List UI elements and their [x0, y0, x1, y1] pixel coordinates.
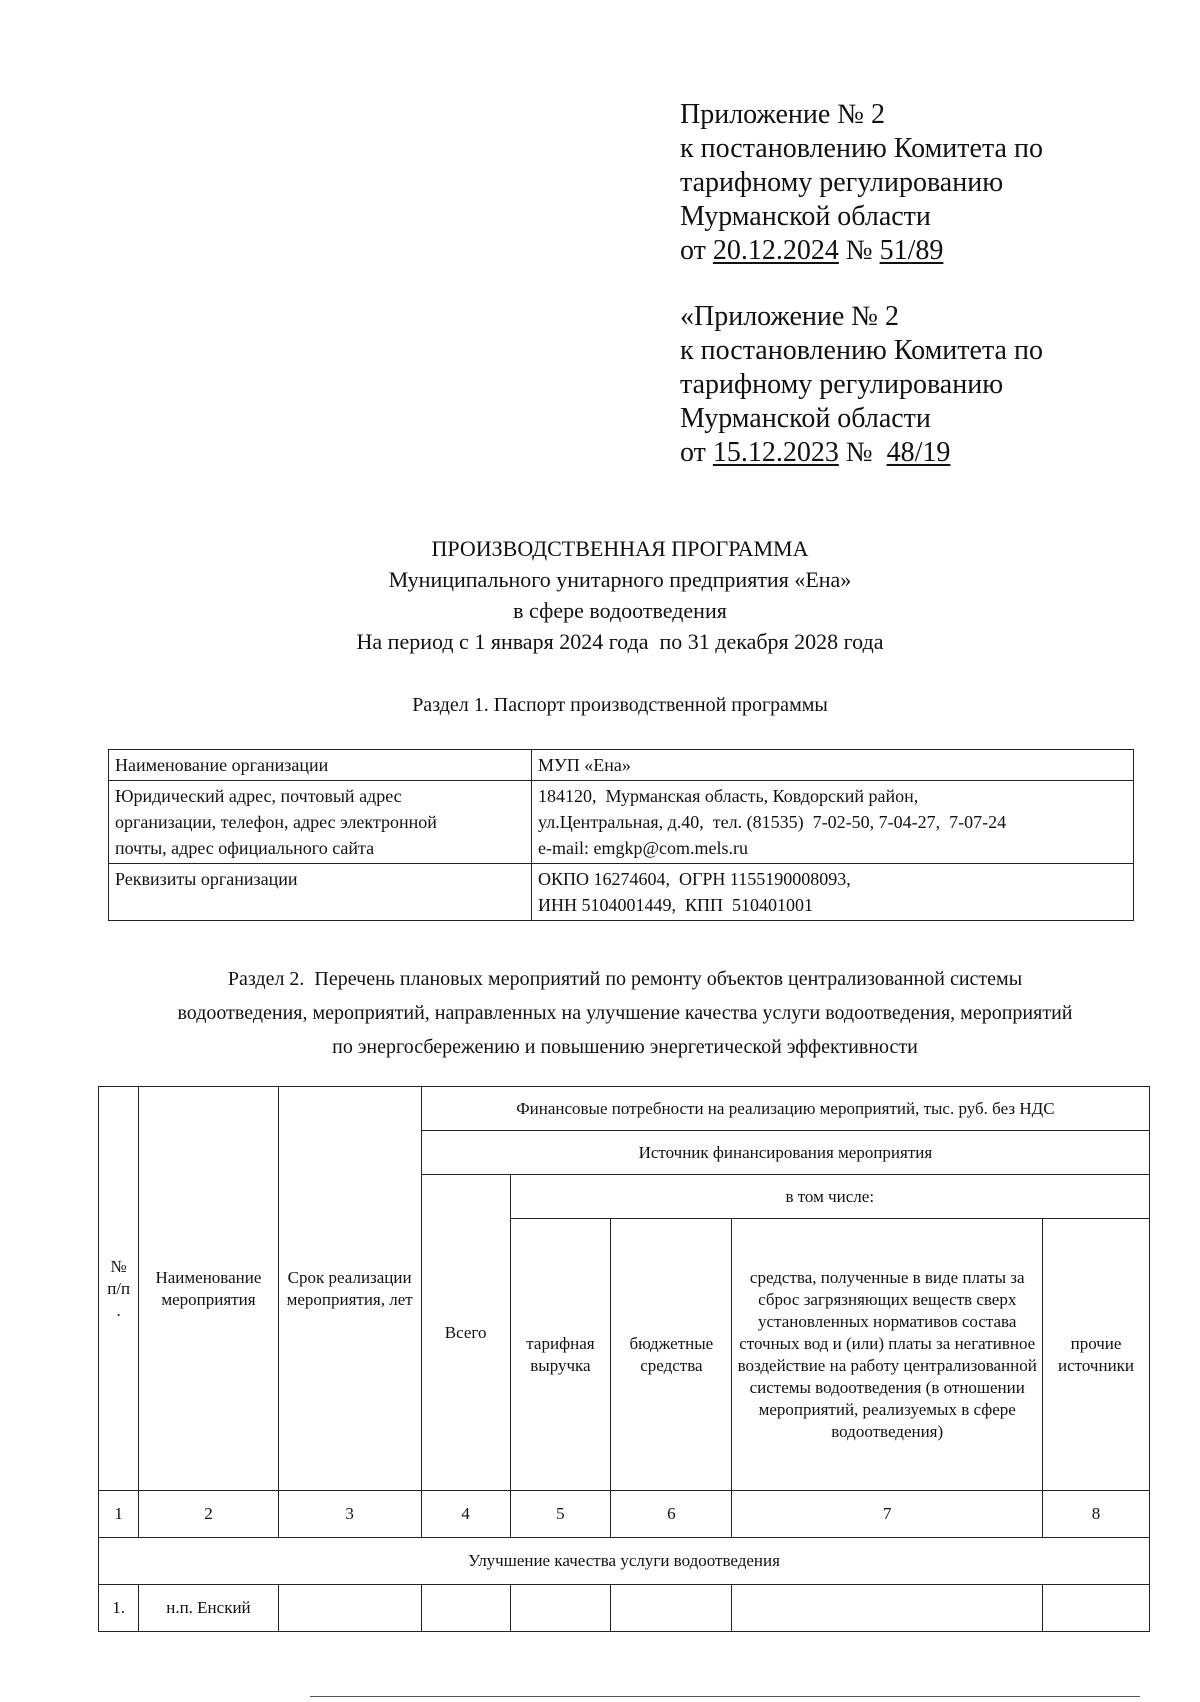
- annex-previous-date-line: [680, 436, 1043, 470]
- passport-table: [108, 749, 1134, 921]
- including-header: в том числе:: [510, 1175, 1150, 1219]
- annex-current-number-sign: №: [838, 235, 880, 266]
- annex-current-line2: к постановлению Комитета по: [680, 133, 1043, 164]
- annex-current-date-line: [680, 234, 1043, 268]
- table-row: [109, 864, 1134, 921]
- annex-previous-line3: тарифному регулированию: [680, 369, 1004, 400]
- email-value: e-mail: emgkp@com.mels.ru: [538, 838, 749, 858]
- section-row-label: Улучшение качества услуги водоотведения: [99, 1538, 1150, 1585]
- program-title: [0, 533, 1200, 657]
- col-budget-header: бюджетные средства: [611, 1219, 732, 1491]
- annex-previous-line2: к постановлению Комитета по: [680, 335, 1043, 366]
- annex-current-number: 51/89: [879, 235, 944, 266]
- requisites-value: [532, 864, 1134, 921]
- org-name-value-line: МУП «Ена»: [538, 755, 631, 775]
- source-header: Источник финансирования мероприятия: [421, 1131, 1149, 1175]
- annex-previous-line4: Мурманской области: [680, 403, 931, 434]
- annex-previous-number-sign: №: [838, 437, 887, 468]
- column-number: 3: [278, 1491, 421, 1538]
- annex-previous-from: от: [680, 437, 713, 468]
- requisites-label: Реквизиты организации: [109, 864, 532, 921]
- section2-title: [100, 962, 1150, 1064]
- column-number: 4: [421, 1491, 510, 1538]
- section2-title-line: Раздел 2. Перечень плановых мероприятий по ремонту объектов централизованной системы: [227, 968, 1023, 990]
- table-row: [109, 781, 1134, 864]
- column-number: 6: [611, 1491, 732, 1538]
- row-fees: [732, 1585, 1043, 1632]
- annex-current-line4: Мурманской области: [680, 201, 931, 232]
- row-other: [1043, 1585, 1150, 1632]
- row-tariff: [510, 1585, 611, 1632]
- col-tariff-header: тарифная выручка: [510, 1219, 611, 1491]
- column-number: 8: [1043, 1491, 1150, 1538]
- column-number: 2: [139, 1491, 278, 1538]
- section-row: [99, 1538, 1150, 1585]
- table-header-row: [99, 1087, 1150, 1131]
- address-value-line: ул.Центральная, д.40, тел. (81535) 7-02-50, 7-04-27, 7-07-24: [538, 812, 1007, 832]
- col-name-header: Наименование мероприятия: [139, 1087, 278, 1491]
- annex-current-from: от: [680, 235, 713, 266]
- row-term: [278, 1585, 421, 1632]
- table-row: [99, 1585, 1150, 1632]
- address-label-line: почты, адрес официального сайта: [115, 838, 375, 858]
- address-value: [532, 781, 1134, 864]
- col-other-header: прочие источники: [1043, 1219, 1150, 1491]
- title-line2: Муниципального унитарного предприятия «Ена»: [388, 567, 852, 592]
- table-row: [109, 750, 1134, 781]
- row-name: н.п. Енский: [139, 1585, 278, 1632]
- measures-table: [98, 1086, 1150, 1632]
- column-number: 5: [510, 1491, 611, 1538]
- col-term-header: Срок реализации мероприятия, лет: [278, 1087, 421, 1491]
- annex-previous-line1: «Приложение № 2: [680, 301, 899, 332]
- column-number-row: [99, 1491, 1150, 1538]
- financial-header: Финансовые потребности на реализацию мероприятий, тыс. руб. без НДС: [421, 1087, 1149, 1131]
- title-line4: На период с 1 января 2024 года по 31 декабря 2028 года: [356, 629, 884, 654]
- column-number: 1: [99, 1491, 139, 1538]
- section1-title: Раздел 1. Паспорт производственной программы: [412, 694, 828, 716]
- row-budget: [611, 1585, 732, 1632]
- annex-current-date: 20.12.2024: [712, 235, 839, 266]
- column-number: 7: [732, 1491, 1043, 1538]
- address-label: [109, 781, 532, 864]
- section2-title-line: по энергосбережению и повышению энергетической эффективности: [332, 1036, 918, 1058]
- annex-previous-block: [680, 300, 1043, 470]
- col-num-header: № п/п .: [99, 1087, 139, 1491]
- page-bottom-rule: [310, 1696, 1140, 1697]
- address-value-line: 184120, Мурманская область, Ковдорский район,: [538, 786, 919, 806]
- col-fees-header: средства, полученные в виде платы за сброс загрязняющих веществ сверх установленных нормативов состава сточных вод и (или) платы за негативное воздействие на работу централизованной системы водоотведения (в отношении мероприятий, реализуемых в сфере водоотведения): [732, 1219, 1043, 1491]
- section2-title-line: водоотведения, мероприятий, направленных на улучшение качества услуги водоотведения, мероприятий: [177, 1002, 1073, 1024]
- annex-current-line1: Приложение № 2: [680, 99, 885, 130]
- annex-current-line3: тарифному регулированию: [680, 167, 1004, 198]
- address-label-line: организации, телефон, адрес электронной: [115, 812, 437, 832]
- annex-previous-number: 48/19: [886, 437, 951, 468]
- title-line3: в сфере водоотведения: [513, 598, 727, 623]
- title-line1: ПРОИЗВОДСТВЕННАЯ ПРОГРАММА: [431, 536, 809, 561]
- org-name-label: Наименование организации: [109, 750, 532, 781]
- annex-current-block: [680, 98, 1043, 268]
- requisites-value-line: ОКПО 16274604, ОГРН 1155190008093,: [538, 869, 851, 889]
- row-total: [421, 1585, 510, 1632]
- org-name-value: [532, 750, 1134, 781]
- row-num: 1.: [99, 1585, 139, 1632]
- address-label-line: Юридический адрес, почтовый адрес: [115, 786, 402, 806]
- annex-previous-date: 15.12.2023: [712, 437, 839, 468]
- col-total-header: Всего: [421, 1175, 510, 1491]
- requisites-value-line: ИНН 5104001449, КПП 510401001: [538, 895, 814, 915]
